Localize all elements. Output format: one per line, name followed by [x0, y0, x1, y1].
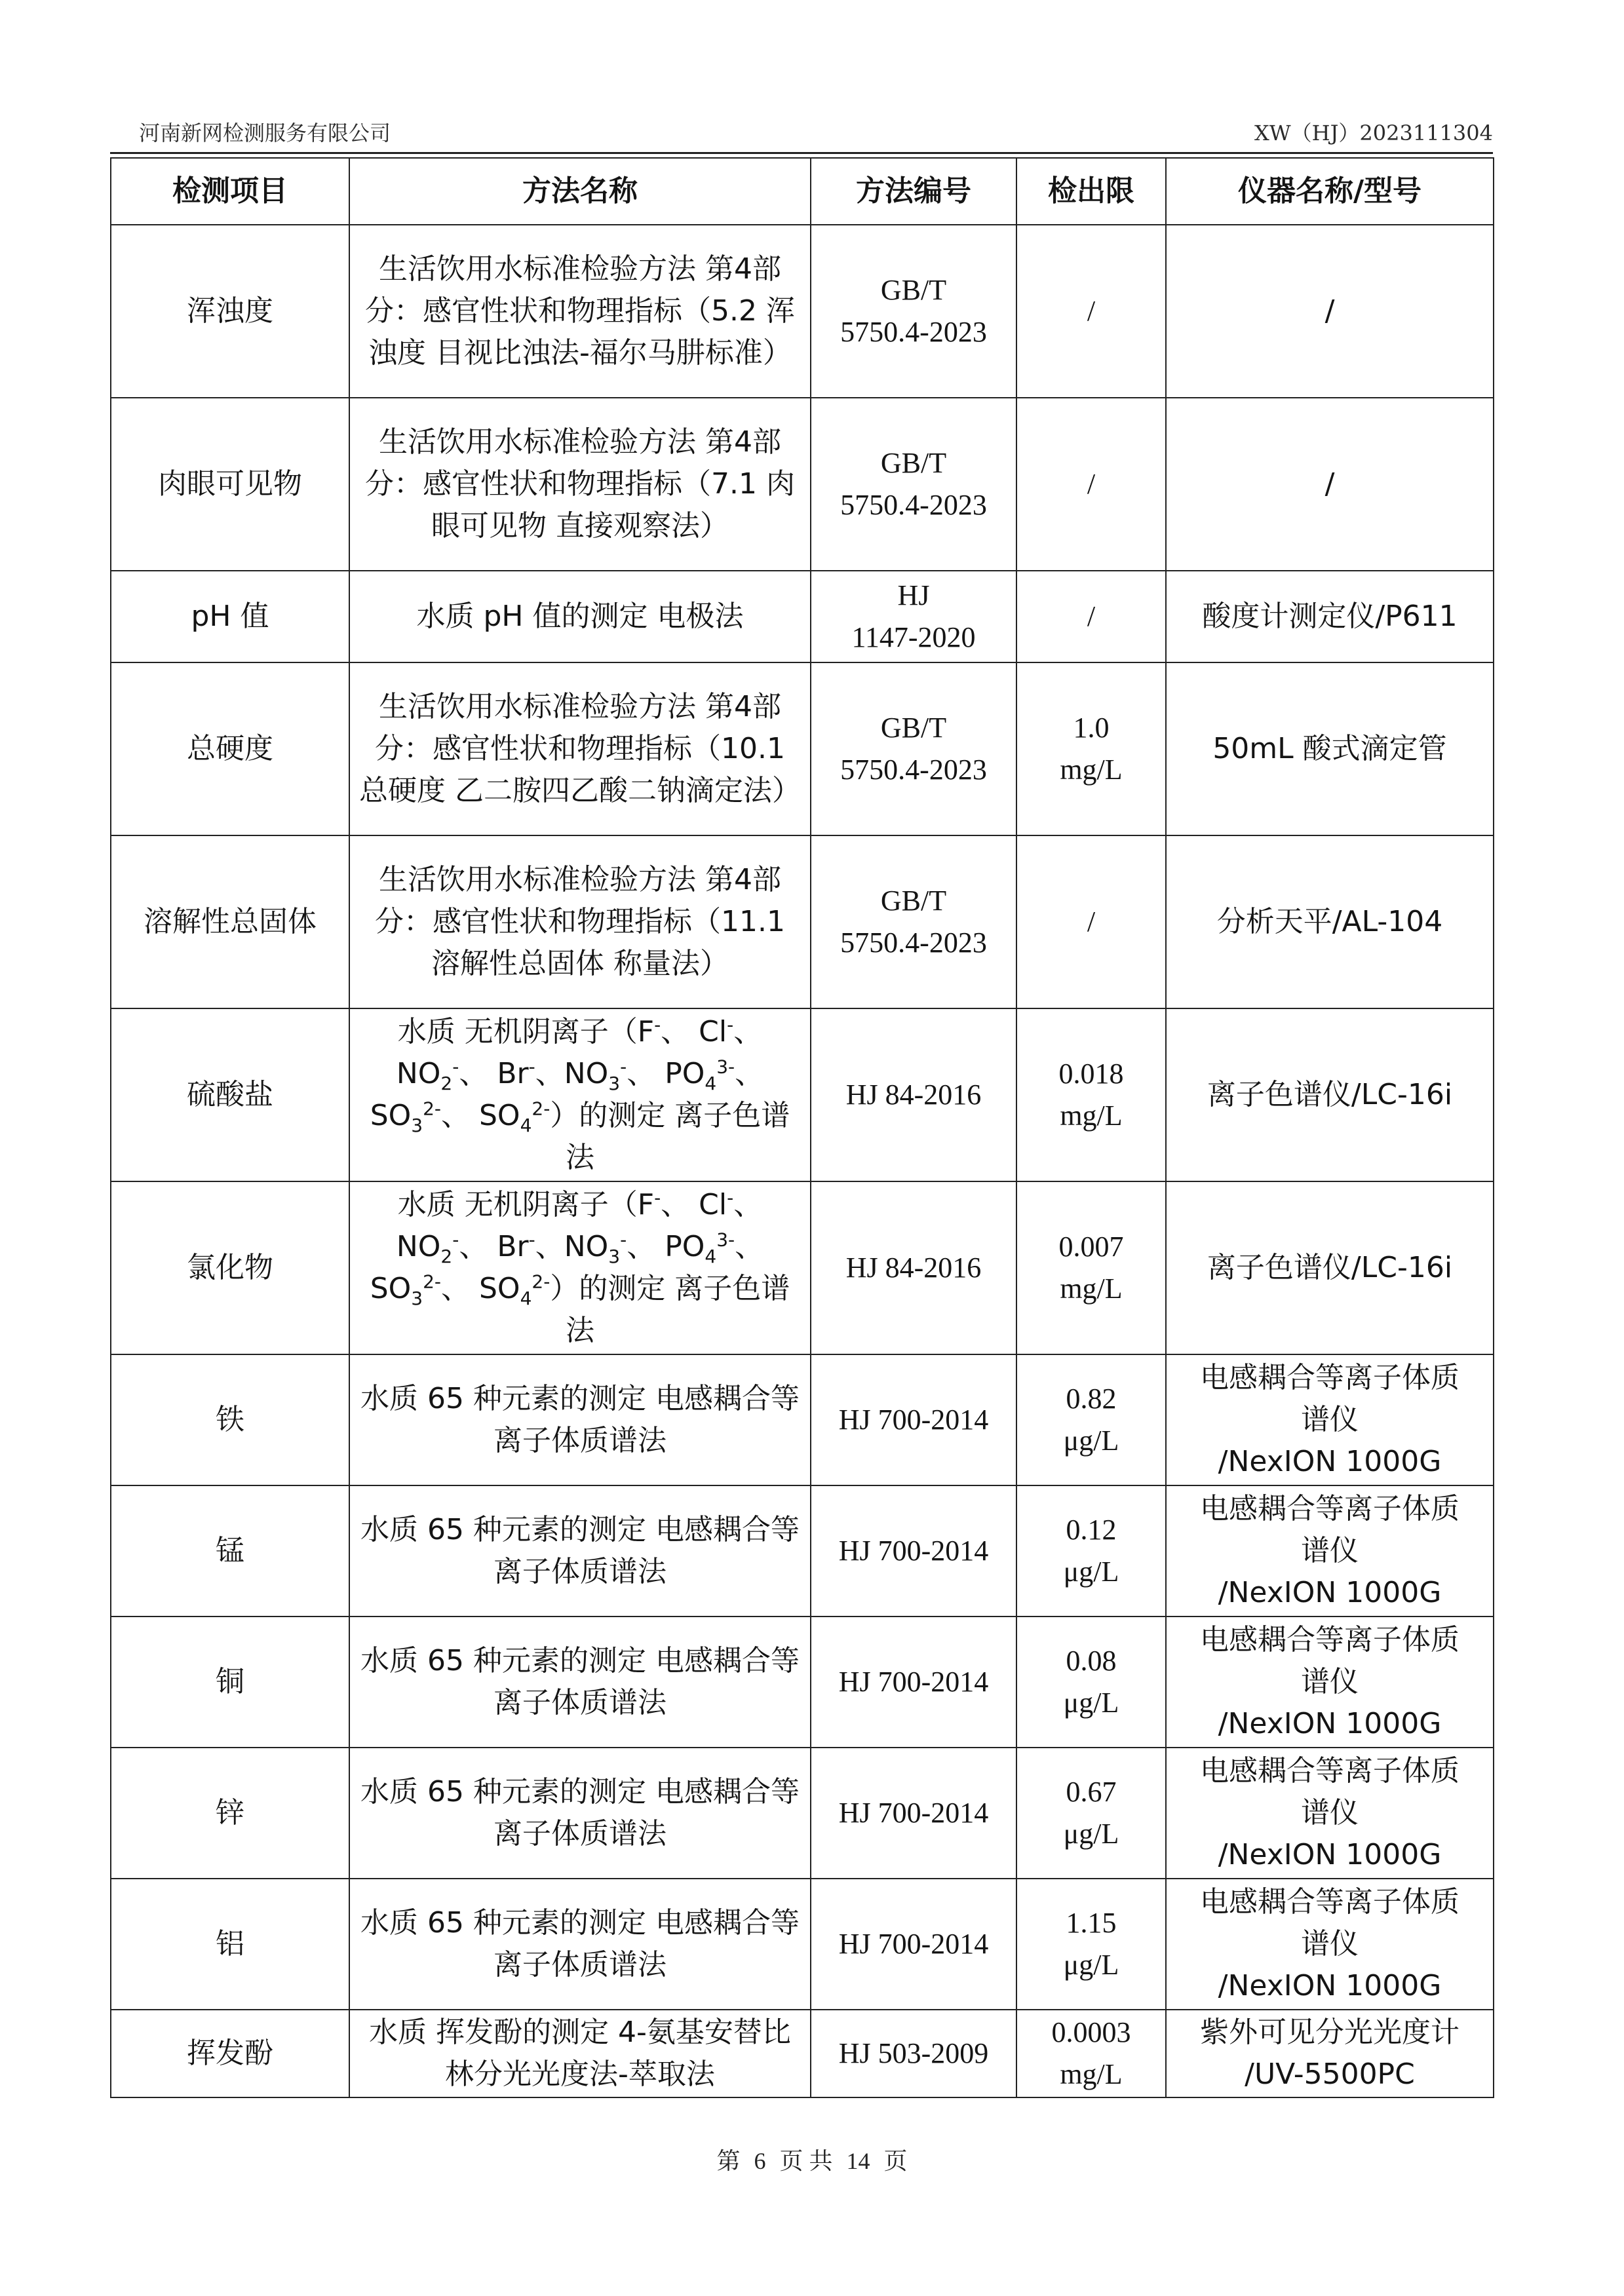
cell-item: 浑浊度	[111, 225, 349, 398]
cell-instrument	[1166, 225, 1494, 398]
code-line: HJ 84-2016	[845, 1079, 982, 1111]
cell-limit	[1016, 1008, 1166, 1181]
limit-line: mg/L	[1060, 754, 1123, 786]
cell-method: 水质 65 种元素的测定 电感耦合等离子体质谱法	[349, 1748, 811, 1879]
cell-item: 铝	[111, 1879, 349, 2010]
instrument-line: 谱仪	[1301, 1403, 1359, 1436]
instrument-line: /	[1324, 467, 1335, 501]
table-row	[111, 835, 1494, 1008]
code-line: GB/T	[880, 885, 947, 917]
instrument-line: 分析天平/AL-104	[1216, 905, 1443, 938]
code-line: HJ 700-2014	[838, 1666, 989, 1698]
atom-subscript: 4	[520, 1287, 532, 1309]
cell-method: 水质 65 种元素的测定 电感耦合等离子体质谱法	[349, 1354, 811, 1485]
cell-item: 氯化物	[111, 1181, 349, 1354]
atom-subscript: 2	[440, 1245, 453, 1267]
cell-instrument	[1166, 1181, 1494, 1354]
method-text: 、NO	[535, 1057, 609, 1090]
atom-subscript: 3	[608, 1072, 621, 1094]
cell-method	[349, 1008, 811, 1181]
limit-line: 0.007	[1058, 1231, 1124, 1263]
page-suffix: 页	[883, 2148, 908, 2174]
cell-item: 铁	[111, 1354, 349, 1485]
cell-instrument	[1166, 1354, 1494, 1485]
atom-subscript: 4	[520, 1114, 532, 1136]
instrument-line: 电感耦合等离子体质	[1200, 1885, 1460, 1919]
code-line: 5750.4-2023	[840, 316, 987, 348]
cell-code	[811, 662, 1016, 835]
cell-item: 锰	[111, 1485, 349, 1617]
cell-limit	[1016, 1748, 1166, 1879]
method-text: 、SO	[370, 1230, 764, 1305]
cell-item: 总硬度	[111, 662, 349, 835]
cell-method	[349, 1181, 811, 1354]
limit-line: mg/L	[1060, 1272, 1123, 1305]
cell-instrument	[1166, 398, 1494, 571]
method-text: 、 PO	[627, 1230, 705, 1263]
column-header-code: 方法编号	[811, 158, 1016, 225]
cell-limit	[1016, 1485, 1166, 1617]
limit-line: /	[1087, 295, 1096, 327]
instrument-line: 电感耦合等离子体质	[1200, 1361, 1460, 1394]
method-text: 、 PO	[627, 1057, 705, 1090]
method-text: 、NO	[396, 1188, 763, 1263]
code-line: HJ 84-2016	[845, 1252, 982, 1284]
limit-line: 0.67	[1066, 1776, 1117, 1808]
limit-line: 0.12	[1066, 1514, 1117, 1546]
instrument-line: 电感耦合等离子体质	[1200, 1623, 1460, 1656]
table-header-row	[111, 158, 1494, 225]
atom-subscript: 3	[411, 1114, 423, 1136]
limit-line: μg/L	[1063, 1556, 1119, 1588]
atom-subscript: 3	[608, 1245, 621, 1267]
report-number: XW（HJ）2023111304	[1254, 121, 1493, 145]
table-row	[111, 2010, 1494, 2097]
charge-superscript: 2-	[423, 1271, 441, 1293]
code-line: 1147-2020	[851, 621, 976, 653]
cell-code	[811, 225, 1016, 398]
instrument-line: /NexION 1000G	[1218, 1445, 1442, 1478]
charge-superscript: 2-	[532, 1271, 551, 1293]
page-total: 14	[846, 2148, 870, 2174]
cell-limit	[1016, 398, 1166, 571]
method-text: 水质 无机阴离子（F	[397, 1015, 655, 1048]
instrument-line: 谱仪	[1301, 1665, 1359, 1698]
charge-superscript: -	[620, 1229, 627, 1251]
atom-subscript: 3	[411, 1287, 423, 1309]
charge-superscript: -	[528, 1229, 535, 1251]
cell-item: 锌	[111, 1748, 349, 1879]
cell-code	[811, 1181, 1016, 1354]
cell-item: 肉眼可见物	[111, 398, 349, 571]
cell-method: 生活饮用水标准检验方法 第4部分：感官性状和物理指标（7.1 肉眼可见物 直接观察法）	[349, 398, 811, 571]
code-line: GB/T	[880, 447, 947, 479]
cell-method: 生活饮用水标准检验方法 第4部分：感官性状和物理指标（5.2 浑浊度 目视比浊法-福尔马肼标准）	[349, 225, 811, 398]
cell-item: 挥发酚	[111, 2010, 349, 2097]
code-line: HJ 700-2014	[838, 1535, 989, 1567]
limit-line: μg/L	[1063, 1425, 1119, 1457]
charge-superscript: -	[452, 1229, 459, 1251]
limit-line: 1.15	[1066, 1907, 1117, 1939]
table-row	[111, 1485, 1494, 1617]
code-line: HJ 503-2009	[838, 2037, 989, 2069]
limit-line: /	[1087, 468, 1096, 500]
instrument-line: 离子色谱仪/LC-16i	[1207, 1251, 1453, 1284]
table-row	[111, 662, 1494, 835]
charge-superscript: -	[452, 1056, 459, 1078]
cell-method: 生活饮用水标准检验方法 第4部分：感官性状和物理指标（11.1 溶解性总固体 称量法）	[349, 835, 811, 1008]
column-header-method: 方法名称	[349, 158, 811, 225]
instrument-line: /NexION 1000G	[1218, 1969, 1442, 2002]
cell-item: 溶解性总固体	[111, 835, 349, 1008]
code-line: HJ 700-2014	[838, 1928, 989, 1960]
charge-superscript: 3-	[716, 1229, 735, 1251]
cell-limit	[1016, 225, 1166, 398]
limit-line: 0.018	[1058, 1058, 1124, 1090]
code-line: HJ 700-2014	[838, 1797, 989, 1829]
instrument-line: 谱仪	[1301, 1534, 1359, 1567]
header-rule	[110, 152, 1493, 154]
instrument-line: 电感耦合等离子体质	[1200, 1754, 1460, 1788]
table-row	[111, 1879, 1494, 2010]
method-text: 、 Cl	[661, 1015, 727, 1048]
method-text: 、NO	[535, 1230, 609, 1263]
limit-line: μg/L	[1063, 1949, 1119, 1981]
cell-instrument	[1166, 1617, 1494, 1748]
cell-method: 水质 pH 值的测定 电极法	[349, 571, 811, 662]
limit-line: μg/L	[1063, 1818, 1119, 1850]
limit-line: mg/L	[1060, 2058, 1123, 2090]
atom-subscript: 4	[705, 1245, 717, 1267]
cell-code	[811, 835, 1016, 1008]
cell-code	[811, 1354, 1016, 1485]
limit-line: 1.0	[1073, 712, 1110, 744]
instrument-line: /NexION 1000G	[1218, 1576, 1442, 1609]
cell-item: 硫酸盐	[111, 1008, 349, 1181]
cell-code	[811, 1617, 1016, 1748]
cell-limit	[1016, 1879, 1166, 2010]
cell-method: 水质 65 种元素的测定 电感耦合等离子体质谱法	[349, 1485, 811, 1617]
method-text: ）的测定 离子色谱法	[550, 1272, 790, 1347]
table-row	[111, 1748, 1494, 1879]
instrument-line: 离子色谱仪/LC-16i	[1207, 1078, 1453, 1111]
method-text: 、 Br	[459, 1230, 529, 1263]
method-text: ）的测定 离子色谱法	[550, 1099, 790, 1174]
cell-instrument	[1166, 1879, 1494, 2010]
method-text: 、 Cl	[661, 1188, 727, 1221]
method-text: 、NO	[396, 1015, 763, 1090]
instrument-line: /	[1324, 294, 1335, 328]
code-line: GB/T	[880, 712, 947, 744]
company-name: 河南新网检测服务有限公司	[139, 121, 391, 145]
cell-code	[811, 1879, 1016, 2010]
page-mid: 页 共	[779, 2148, 833, 2174]
cell-code	[811, 571, 1016, 662]
method-text: 、 SO	[441, 1272, 520, 1305]
method-text: 、SO	[370, 1057, 764, 1132]
method-text: 水质 无机阴离子（F	[397, 1188, 655, 1221]
charge-superscript: 2-	[423, 1098, 441, 1120]
limit-line: /	[1087, 906, 1096, 938]
limit-line: 0.82	[1066, 1383, 1117, 1415]
instrument-line: 谱仪	[1301, 1796, 1359, 1829]
table-row	[111, 225, 1494, 398]
limit-line: /	[1087, 600, 1096, 632]
atom-subscript: 4	[705, 1072, 717, 1094]
code-line: HJ	[897, 579, 930, 611]
cell-code	[811, 1485, 1016, 1617]
limit-line: mg/L	[1060, 1100, 1123, 1132]
cell-instrument	[1166, 571, 1494, 662]
table-row	[111, 1617, 1494, 1748]
cell-limit	[1016, 1181, 1166, 1354]
cell-method: 水质 65 种元素的测定 电感耦合等离子体质谱法	[349, 1617, 811, 1748]
instrument-line: 50mL 酸式滴定管	[1212, 732, 1447, 765]
charge-superscript: -	[620, 1056, 627, 1078]
test-method-table	[110, 157, 1494, 2098]
charge-superscript: -	[654, 1014, 661, 1036]
cell-limit	[1016, 571, 1166, 662]
cell-code	[811, 398, 1016, 571]
cell-instrument	[1166, 835, 1494, 1008]
code-line: 5750.4-2023	[840, 489, 987, 521]
instrument-line: 谱仪	[1301, 1927, 1359, 1961]
cell-limit	[1016, 1354, 1166, 1485]
atom-subscript: 2	[440, 1072, 453, 1094]
charge-superscript: -	[528, 1056, 535, 1078]
cell-code	[811, 1748, 1016, 1879]
column-header-limit: 检出限	[1016, 158, 1166, 225]
cell-item: pH 值	[111, 571, 349, 662]
charge-superscript: -	[727, 1014, 734, 1036]
limit-line: 0.08	[1066, 1645, 1117, 1677]
table-row	[111, 398, 1494, 571]
cell-code	[811, 1008, 1016, 1181]
page-prefix: 第	[716, 2148, 741, 2174]
cell-method: 水质 65 种元素的测定 电感耦合等离子体质谱法	[349, 1879, 811, 2010]
cell-instrument	[1166, 1748, 1494, 1879]
instrument-line: 酸度计测定仪/P611	[1202, 600, 1458, 633]
cell-limit	[1016, 1617, 1166, 1748]
code-line: HJ 700-2014	[838, 1404, 989, 1436]
cell-instrument	[1166, 1008, 1494, 1181]
cell-limit	[1016, 835, 1166, 1008]
charge-superscript: -	[654, 1187, 661, 1209]
cell-limit	[1016, 2010, 1166, 2097]
code-line: 5750.4-2023	[840, 927, 987, 959]
page-current: 6	[754, 2148, 766, 2174]
cell-method: 生活饮用水标准检验方法 第4部分：感官性状和物理指标（10.1 总硬度 乙二胺四乙酸二钠滴定法）	[349, 662, 811, 835]
instrument-line: 电感耦合等离子体质	[1200, 1492, 1460, 1525]
method-text: 、 SO	[441, 1099, 520, 1132]
table-row	[111, 1008, 1494, 1181]
instrument-line: /NexION 1000G	[1218, 1707, 1442, 1740]
method-text: 、 Br	[459, 1057, 529, 1090]
limit-line: μg/L	[1063, 1687, 1119, 1719]
table-row	[111, 1181, 1494, 1354]
page-footer	[0, 2143, 1624, 2176]
cell-method: 水质 挥发酚的测定 4-氨基安替比林分光光度法-萃取法	[349, 2010, 811, 2097]
table-row	[111, 1354, 1494, 1485]
instrument-line: /UV-5500PC	[1245, 2057, 1415, 2091]
charge-superscript: 2-	[532, 1098, 551, 1120]
code-line: 5750.4-2023	[840, 754, 987, 786]
cell-instrument	[1166, 662, 1494, 835]
cell-item: 铜	[111, 1617, 349, 1748]
instrument-line: /NexION 1000G	[1218, 1838, 1442, 1871]
cell-code	[811, 2010, 1016, 2097]
charge-superscript: 3-	[716, 1056, 735, 1078]
table-row	[111, 571, 1494, 662]
charge-superscript: -	[727, 1187, 734, 1209]
instrument-line: 紫外可见分光光度计	[1200, 2016, 1460, 2049]
limit-line: 0.0003	[1051, 2016, 1131, 2048]
cell-instrument	[1166, 1485, 1494, 1617]
cell-instrument	[1166, 2010, 1494, 2097]
cell-limit	[1016, 662, 1166, 835]
column-header-item: 检测项目	[111, 158, 349, 225]
code-line: GB/T	[880, 274, 947, 306]
column-header-instrument: 仪器名称/型号	[1166, 158, 1494, 225]
